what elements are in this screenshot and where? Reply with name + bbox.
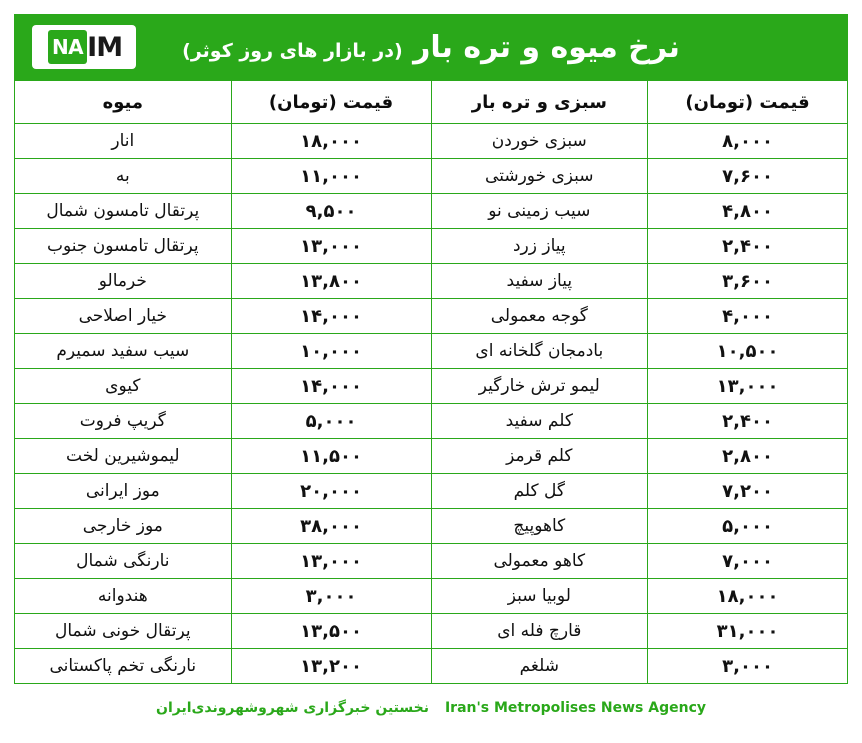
table-row (15, 369, 848, 404)
cell-veg-price: ۱۳,۰۰۰ (648, 369, 848, 404)
cell-veg-price: ۸,۰۰۰ (648, 124, 848, 159)
cell-fruit-name: خیار اصلاحی (15, 299, 232, 334)
cell-fruit-price: ۱۸,۰۰۰ (231, 124, 431, 159)
cell-fruit-price: ۱۴,۰۰۰ (231, 369, 431, 404)
cell-veg-name: کلم سفید (431, 404, 648, 439)
imna-logo (32, 25, 136, 69)
cell-fruit-price: ۳,۰۰۰ (231, 579, 431, 614)
cell-fruit-price: ۱۳,۵۰۰ (231, 614, 431, 649)
cell-fruit-name: پرتقال تامسون شمال (15, 194, 232, 229)
column-header-veg-name: سبزی و تره بار (431, 81, 648, 124)
cell-veg-price: ۲,۴۰۰ (648, 229, 848, 264)
footer (14, 690, 848, 726)
table-row (15, 299, 848, 334)
cell-veg-name: کاهو معمولی (431, 544, 648, 579)
table-row (15, 649, 848, 684)
cell-veg-name: شلغم (431, 649, 648, 684)
cell-veg-price: ۷,۰۰۰ (648, 544, 848, 579)
cell-veg-name: لیمو ترش خارگیر (431, 369, 648, 404)
cell-veg-price: ۱۸,۰۰۰ (648, 579, 848, 614)
cell-fruit-price: ۱۴,۰۰۰ (231, 299, 431, 334)
cell-veg-name: سبزی خوردن (431, 124, 648, 159)
price-table (14, 80, 848, 684)
table-row (15, 229, 848, 264)
footer-text-fa: نخستین خبرگزاری شهروشهروندی‌ایران (156, 700, 429, 716)
table-row (15, 264, 848, 299)
cell-veg-price: ۲,۸۰۰ (648, 439, 848, 474)
column-header-fruit-name: میوه (15, 81, 232, 124)
cell-fruit-name: هندوانه (15, 579, 232, 614)
cell-veg-price: ۳۱,۰۰۰ (648, 614, 848, 649)
cell-veg-name: سیب زمینی نو (431, 194, 648, 229)
cell-fruit-name: موز خارجی (15, 509, 232, 544)
cell-fruit-name: سیب سفید سمیرم (15, 334, 232, 369)
cell-fruit-name: انار (15, 124, 232, 159)
cell-fruit-name: نارنگی شمال (15, 544, 232, 579)
cell-veg-name: کلم قرمز (431, 439, 648, 474)
cell-veg-name: بادمجان گلخانه ای (431, 334, 648, 369)
table-row (15, 509, 848, 544)
cell-fruit-price: ۱۱,۵۰۰ (231, 439, 431, 474)
cell-veg-name: گل کلم (431, 474, 648, 509)
cell-veg-name: پیاز سفید (431, 264, 648, 299)
table-row (15, 334, 848, 369)
cell-fruit-price: ۱۳,۰۰۰ (231, 544, 431, 579)
cell-veg-price: ۱۰,۵۰۰ (648, 334, 848, 369)
cell-veg-name: قارچ فله ای (431, 614, 648, 649)
table-body (15, 124, 848, 684)
table-row (15, 614, 848, 649)
cell-veg-name: لوبیا سبز (431, 579, 648, 614)
cell-fruit-name: نارنگی تخم پاکستانی (15, 649, 232, 684)
table-row (15, 579, 848, 614)
cell-fruit-price: ۱۰,۰۰۰ (231, 334, 431, 369)
cell-veg-name: پیاز زرد (431, 229, 648, 264)
cell-fruit-name: پرتقال خونی شمال (15, 614, 232, 649)
cell-fruit-name: پرتقال تامسون جنوب (15, 229, 232, 264)
cell-fruit-price: ۱۳,۸۰۰ (231, 264, 431, 299)
cell-veg-price: ۴,۸۰۰ (648, 194, 848, 229)
page-title-sub: (در بازار های روز کوثر) (182, 39, 403, 62)
cell-fruit-name: به (15, 159, 232, 194)
table-row (15, 194, 848, 229)
cell-veg-price: ۷,۶۰۰ (648, 159, 848, 194)
cell-veg-name: سبزی خورشتی (431, 159, 648, 194)
cell-veg-price: ۲,۴۰۰ (648, 404, 848, 439)
cell-veg-price: ۴,۰۰۰ (648, 299, 848, 334)
table-row (15, 159, 848, 194)
table-row (15, 544, 848, 579)
cell-fruit-price: ۹,۵۰۰ (231, 194, 431, 229)
cell-veg-price: ۳,۰۰۰ (648, 649, 848, 684)
cell-fruit-price: ۱۳,۰۰۰ (231, 229, 431, 264)
table-row (15, 474, 848, 509)
page-title-main: نرخ میوه و تره بار (413, 29, 680, 65)
cell-fruit-name: کیوی (15, 369, 232, 404)
cell-fruit-price: ۱۱,۰۰۰ (231, 159, 431, 194)
cell-fruit-name: لیموشیرین لخت (15, 439, 232, 474)
cell-veg-name: گوجه معمولی (431, 299, 648, 334)
cell-fruit-name: خرمالو (15, 264, 232, 299)
header-banner (14, 14, 848, 80)
logo-text-im: IM (87, 31, 123, 63)
cell-veg-name: کاهوپیچ (431, 509, 648, 544)
table-row (15, 124, 848, 159)
cell-fruit-name: موز ایرانی (15, 474, 232, 509)
logo-inner (46, 30, 122, 64)
logo-text-na: NA (48, 30, 87, 64)
table-header-row (15, 81, 848, 124)
column-header-veg-price: قیمت (تومان) (648, 81, 848, 124)
cell-veg-price: ۵,۰۰۰ (648, 509, 848, 544)
table-header (15, 81, 848, 124)
cell-fruit-name: گریپ فروت (15, 404, 232, 439)
cell-veg-price: ۷,۲۰۰ (648, 474, 848, 509)
footer-text-en: Iran's Metropolises News Agency (444, 700, 706, 716)
table-row (15, 404, 848, 439)
table-row (15, 439, 848, 474)
cell-veg-price: ۳,۶۰۰ (648, 264, 848, 299)
column-header-fruit-price: قیمت (تومان) (231, 81, 431, 124)
page-title (182, 30, 680, 65)
cell-fruit-price: ۵,۰۰۰ (231, 404, 431, 439)
cell-fruit-price: ۲۰,۰۰۰ (231, 474, 431, 509)
cell-fruit-price: ۱۳,۲۰۰ (231, 649, 431, 684)
cell-fruit-price: ۳۸,۰۰۰ (231, 509, 431, 544)
